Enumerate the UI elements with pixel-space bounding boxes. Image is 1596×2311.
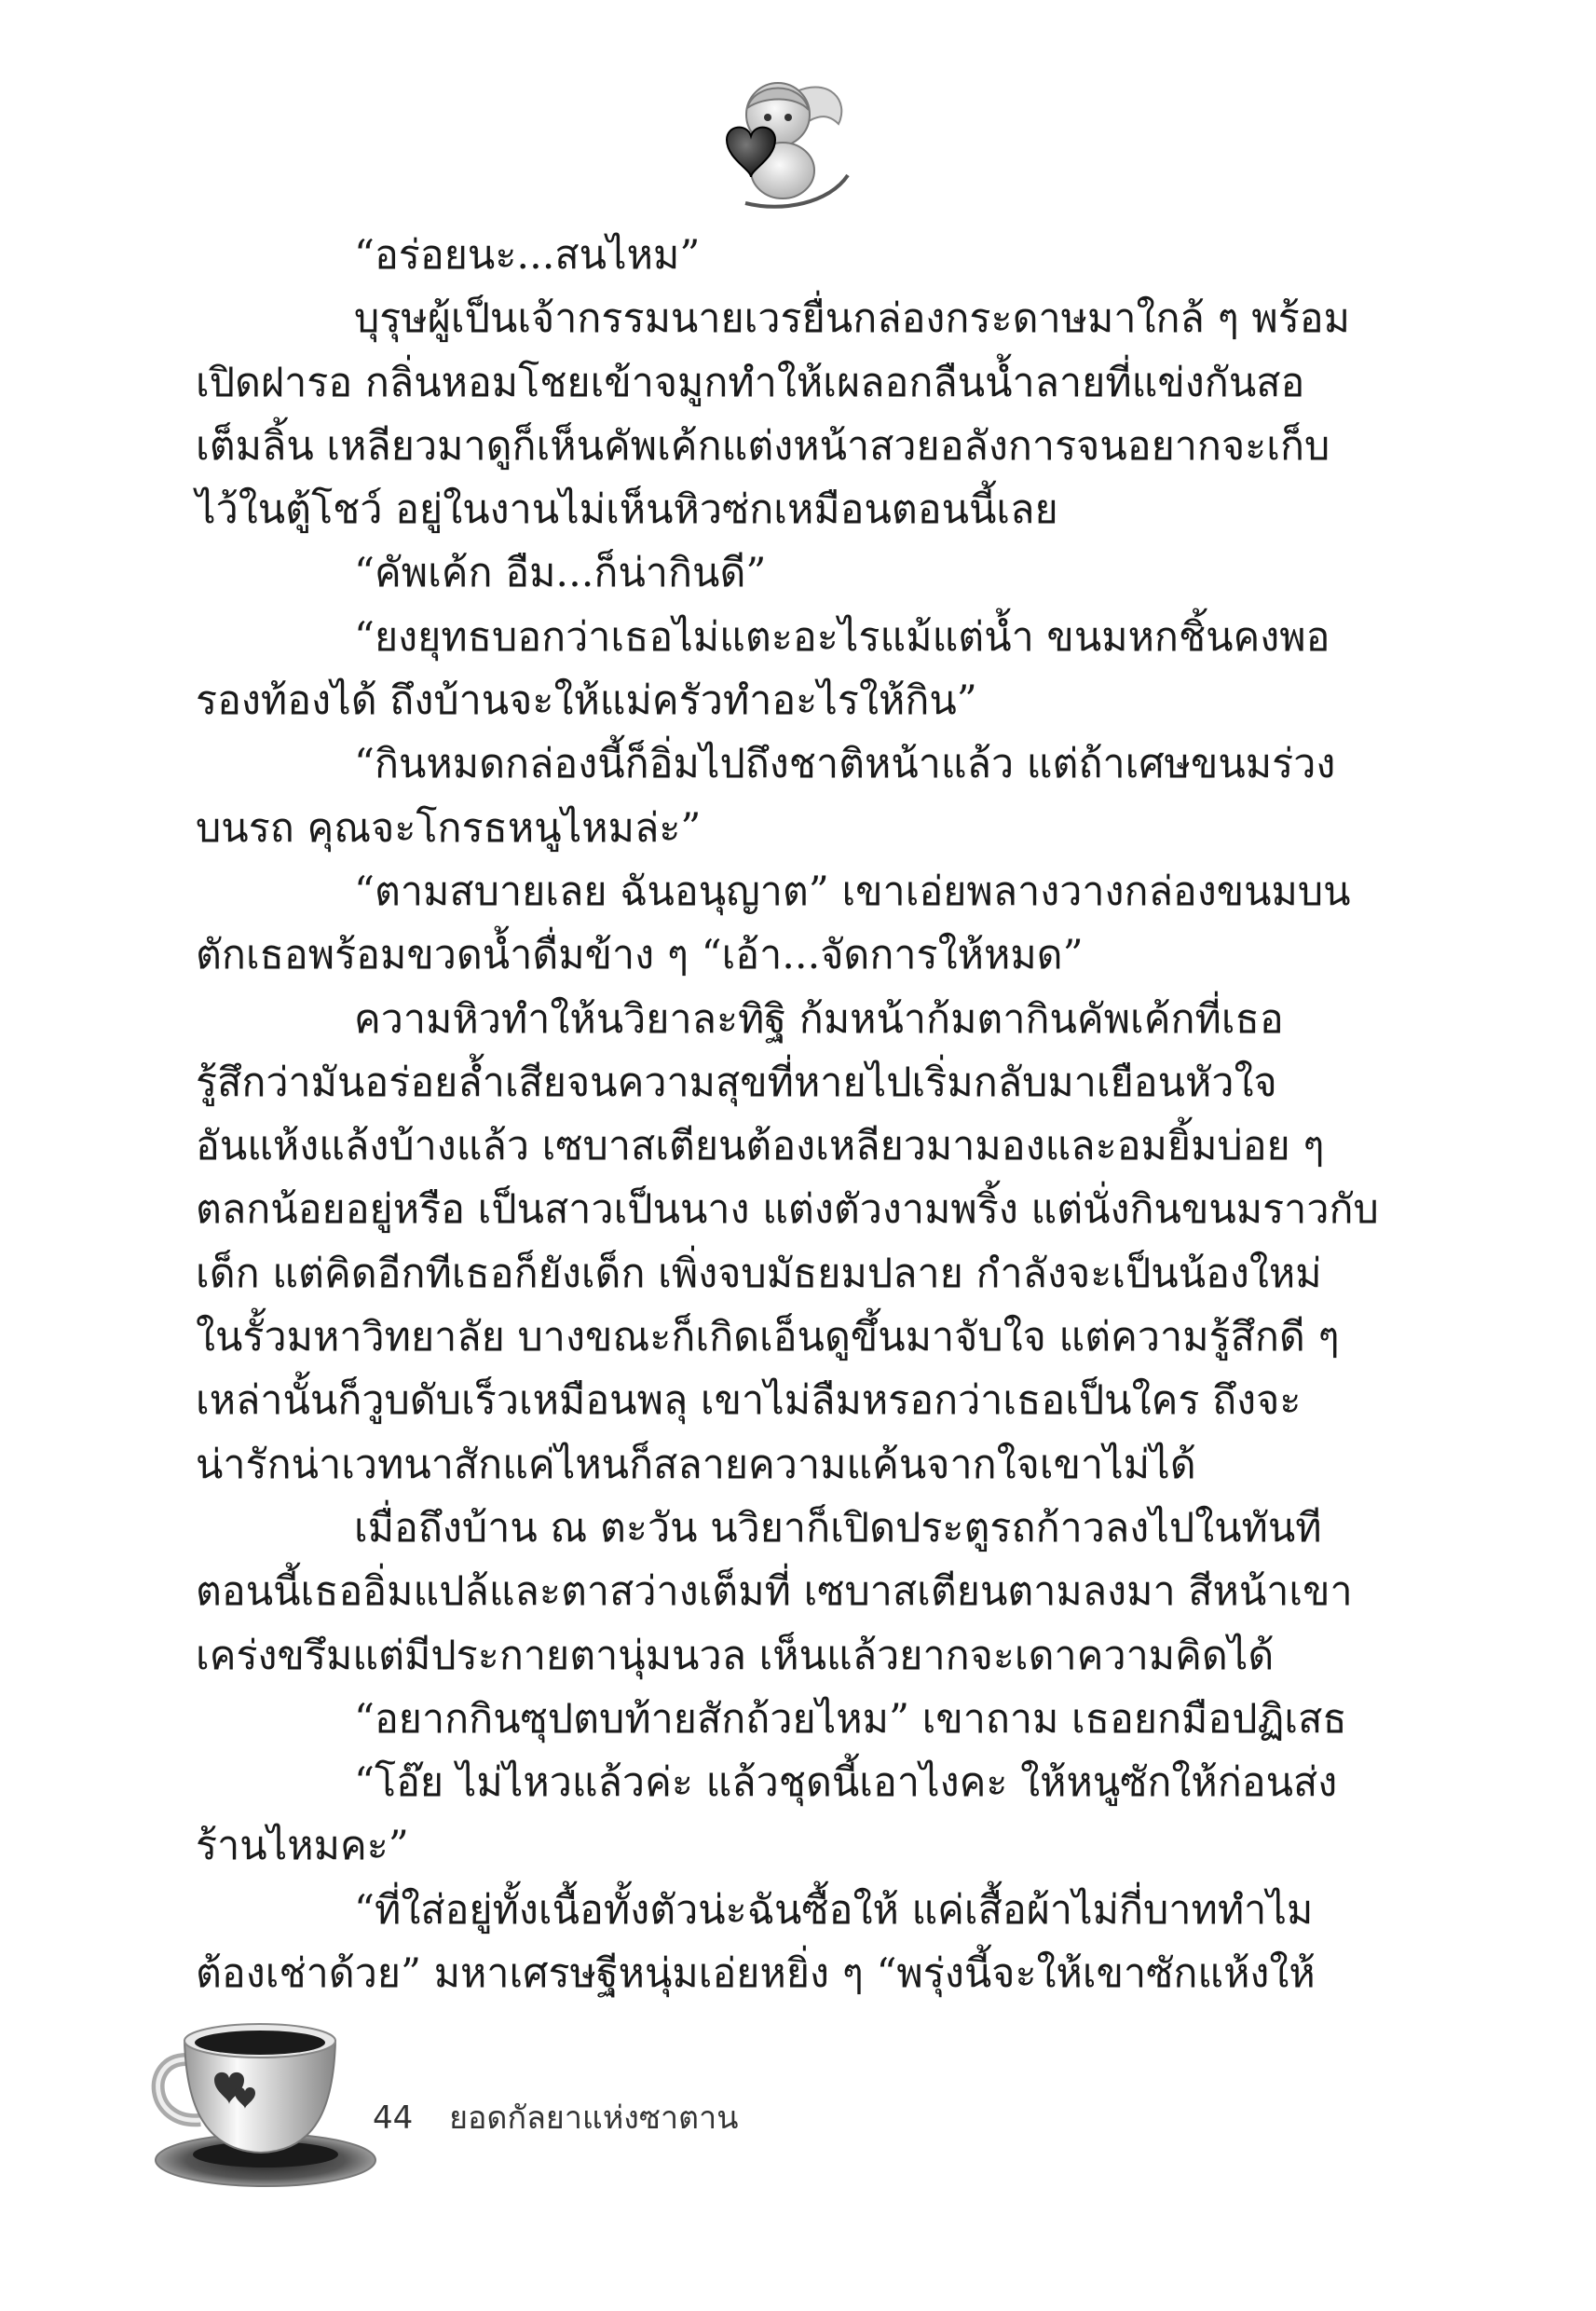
text-line: ไว้ในตู้โชว์ อยู่ในงานไม่เห็นหิวซ่กเหมือนตอนนี้เลย xyxy=(196,486,1058,534)
text-line: เปิดฝารอ กลิ่นหอมโชยเข้าจมูกทำให้เผลอกลืนน้ำลายที่แข่งกันสอ xyxy=(196,359,1305,406)
text-line: บุรุษผู้เป็นเจ้ากรรมนายเวรยื่นกล่องกระดาษมาใกล้ ๆ พร้อม xyxy=(354,295,1350,343)
text-line: ตักเธอพร้อมขวดน้ำดื่มข้าง ๆ “เอ้า...จัดการให้หมด” xyxy=(196,932,1084,979)
text-line: เหล่านั้นก็วูบดับเร็วเหมือนพลุ เขาไม่ลืมหรอกว่าเธอเป็นใคร ถึงจะ xyxy=(196,1377,1302,1425)
text-line: ความหิวทำให้นวิยาละทิฐิ ก้มหน้าก้มตากินคัพเค้กที่เธอ xyxy=(354,995,1284,1043)
text-line: “อร่อยนะ...สนไหม” xyxy=(354,232,701,279)
text-line: ต้องเช่าด้วย” มหาเศรษฐีหนุ่มเอ่ยหยิ่ง ๆ “พรุ่งนี้จะให้เขาซักแห้งให้ xyxy=(196,1950,1316,1998)
text-line: ร้านไหมคะ” xyxy=(196,1823,409,1870)
text-line: ตอนนี้เธออิ่มแปล้และตาสว่างเต็มที่ เซบาสเตียนตามลงมา สีหน้าเขา xyxy=(196,1568,1353,1616)
body-text xyxy=(196,224,1379,2005)
text-line: รู้สึกว่ามันอร่อยล้ำเสียจนความสุขที่หายไปเริ่มกลับมาเยือนหัวใจ xyxy=(196,1059,1277,1106)
text-line: ในรั้วมหาวิทยาลัย บางขณะก็เกิดเอ็นดูขึ้นมาจับใจ แต่ความรู้สึกดี ๆ xyxy=(196,1314,1340,1361)
text-line: ตลกน้อยอยู่หรือ เป็นสาวเป็นนาง แต่งตัวงามพริ้ง แต่นั่งกินขนมราวกับ xyxy=(196,1186,1379,1234)
text-line: เด็ก แต่คิดอีกทีเธอก็ยังเด็ก เพิ่งจบมัธยมปลาย กำลังจะเป็นน้องใหม่ xyxy=(196,1250,1322,1297)
text-line: “ตามสบายเลย ฉันอนุญาต” เขาเอ่ยพลางวางกล่องขนมบน xyxy=(354,868,1351,915)
text-line: เมื่อถึงบ้าน ณ ตะวัน นวิยาก็เปิดประตูรถก้าวลงไปในทันที xyxy=(354,1504,1322,1552)
text-line: เต็มลิ้น เหลียวมาดูก็เห็นคัพเค้กแต่งหน้าสวยอลังการจนอยากจะเก็บ xyxy=(196,422,1330,470)
page-footer xyxy=(373,2092,738,2142)
text-line: “ที่ใส่อยู่ทั้งเนื้อทั้งตัวน่ะฉันซื้อให้ แค่เสื้อผ้าไม่กี่บาททำไม xyxy=(354,1886,1314,1934)
page-number: 44 xyxy=(373,2099,414,2137)
cupid-with-heart-icon xyxy=(689,73,853,212)
text-line: “โอ๊ย ไม่ไหวแล้วค่ะ แล้วชุดนี้เอาไงคะ ให้หนูซักให้ก่อนส่ง xyxy=(354,1759,1338,1807)
text-line: น่ารักน่าเวทนาสักแค่ไหนก็สลายความแค้นจากใจเขาไม่ได้ xyxy=(196,1441,1196,1488)
text-line: “อยากกินซุปตบท้ายสักถ้วยไหม” เขาถาม เธอยกมือปฏิเสธ xyxy=(354,1695,1347,1743)
text-line: “กินหมดกล่องนี้ก็อิ่มไปถึงชาติหน้าแล้ว แต่ถ้าเศษขนมร่วง xyxy=(354,741,1336,788)
text-line: เคร่งขรึมแต่มีประกายตานุ่มนวล เห็นแล้วยากจะเดาความคิดได้ xyxy=(196,1632,1275,1679)
text-line: อันแห้งแล้งบ้างแล้ว เซบาสเตียนต้องเหลียวมามองและอมยิ้มบ่อย ๆ xyxy=(196,1123,1325,1170)
book-title: ยอดกัลยาแห่งซาตาน xyxy=(449,2099,739,2137)
text-line: “ยงยุทธบอกว่าเธอไม่แตะอะไรแม้แต่น้ำ ขนมหกชิ้นคงพอ xyxy=(354,613,1330,661)
text-line: รองท้องได้ ถึงบ้านจะให้แม่ครัวทำอะไรให้กิน” xyxy=(196,677,977,725)
coffee-cup-with-hearts-icon xyxy=(149,2003,377,2190)
text-line: “คัพเค้ก อืม...ก็น่ากินดี” xyxy=(354,550,767,597)
text-line: บนรถ คุณจะโกรธหนูไหมล่ะ” xyxy=(196,804,702,852)
